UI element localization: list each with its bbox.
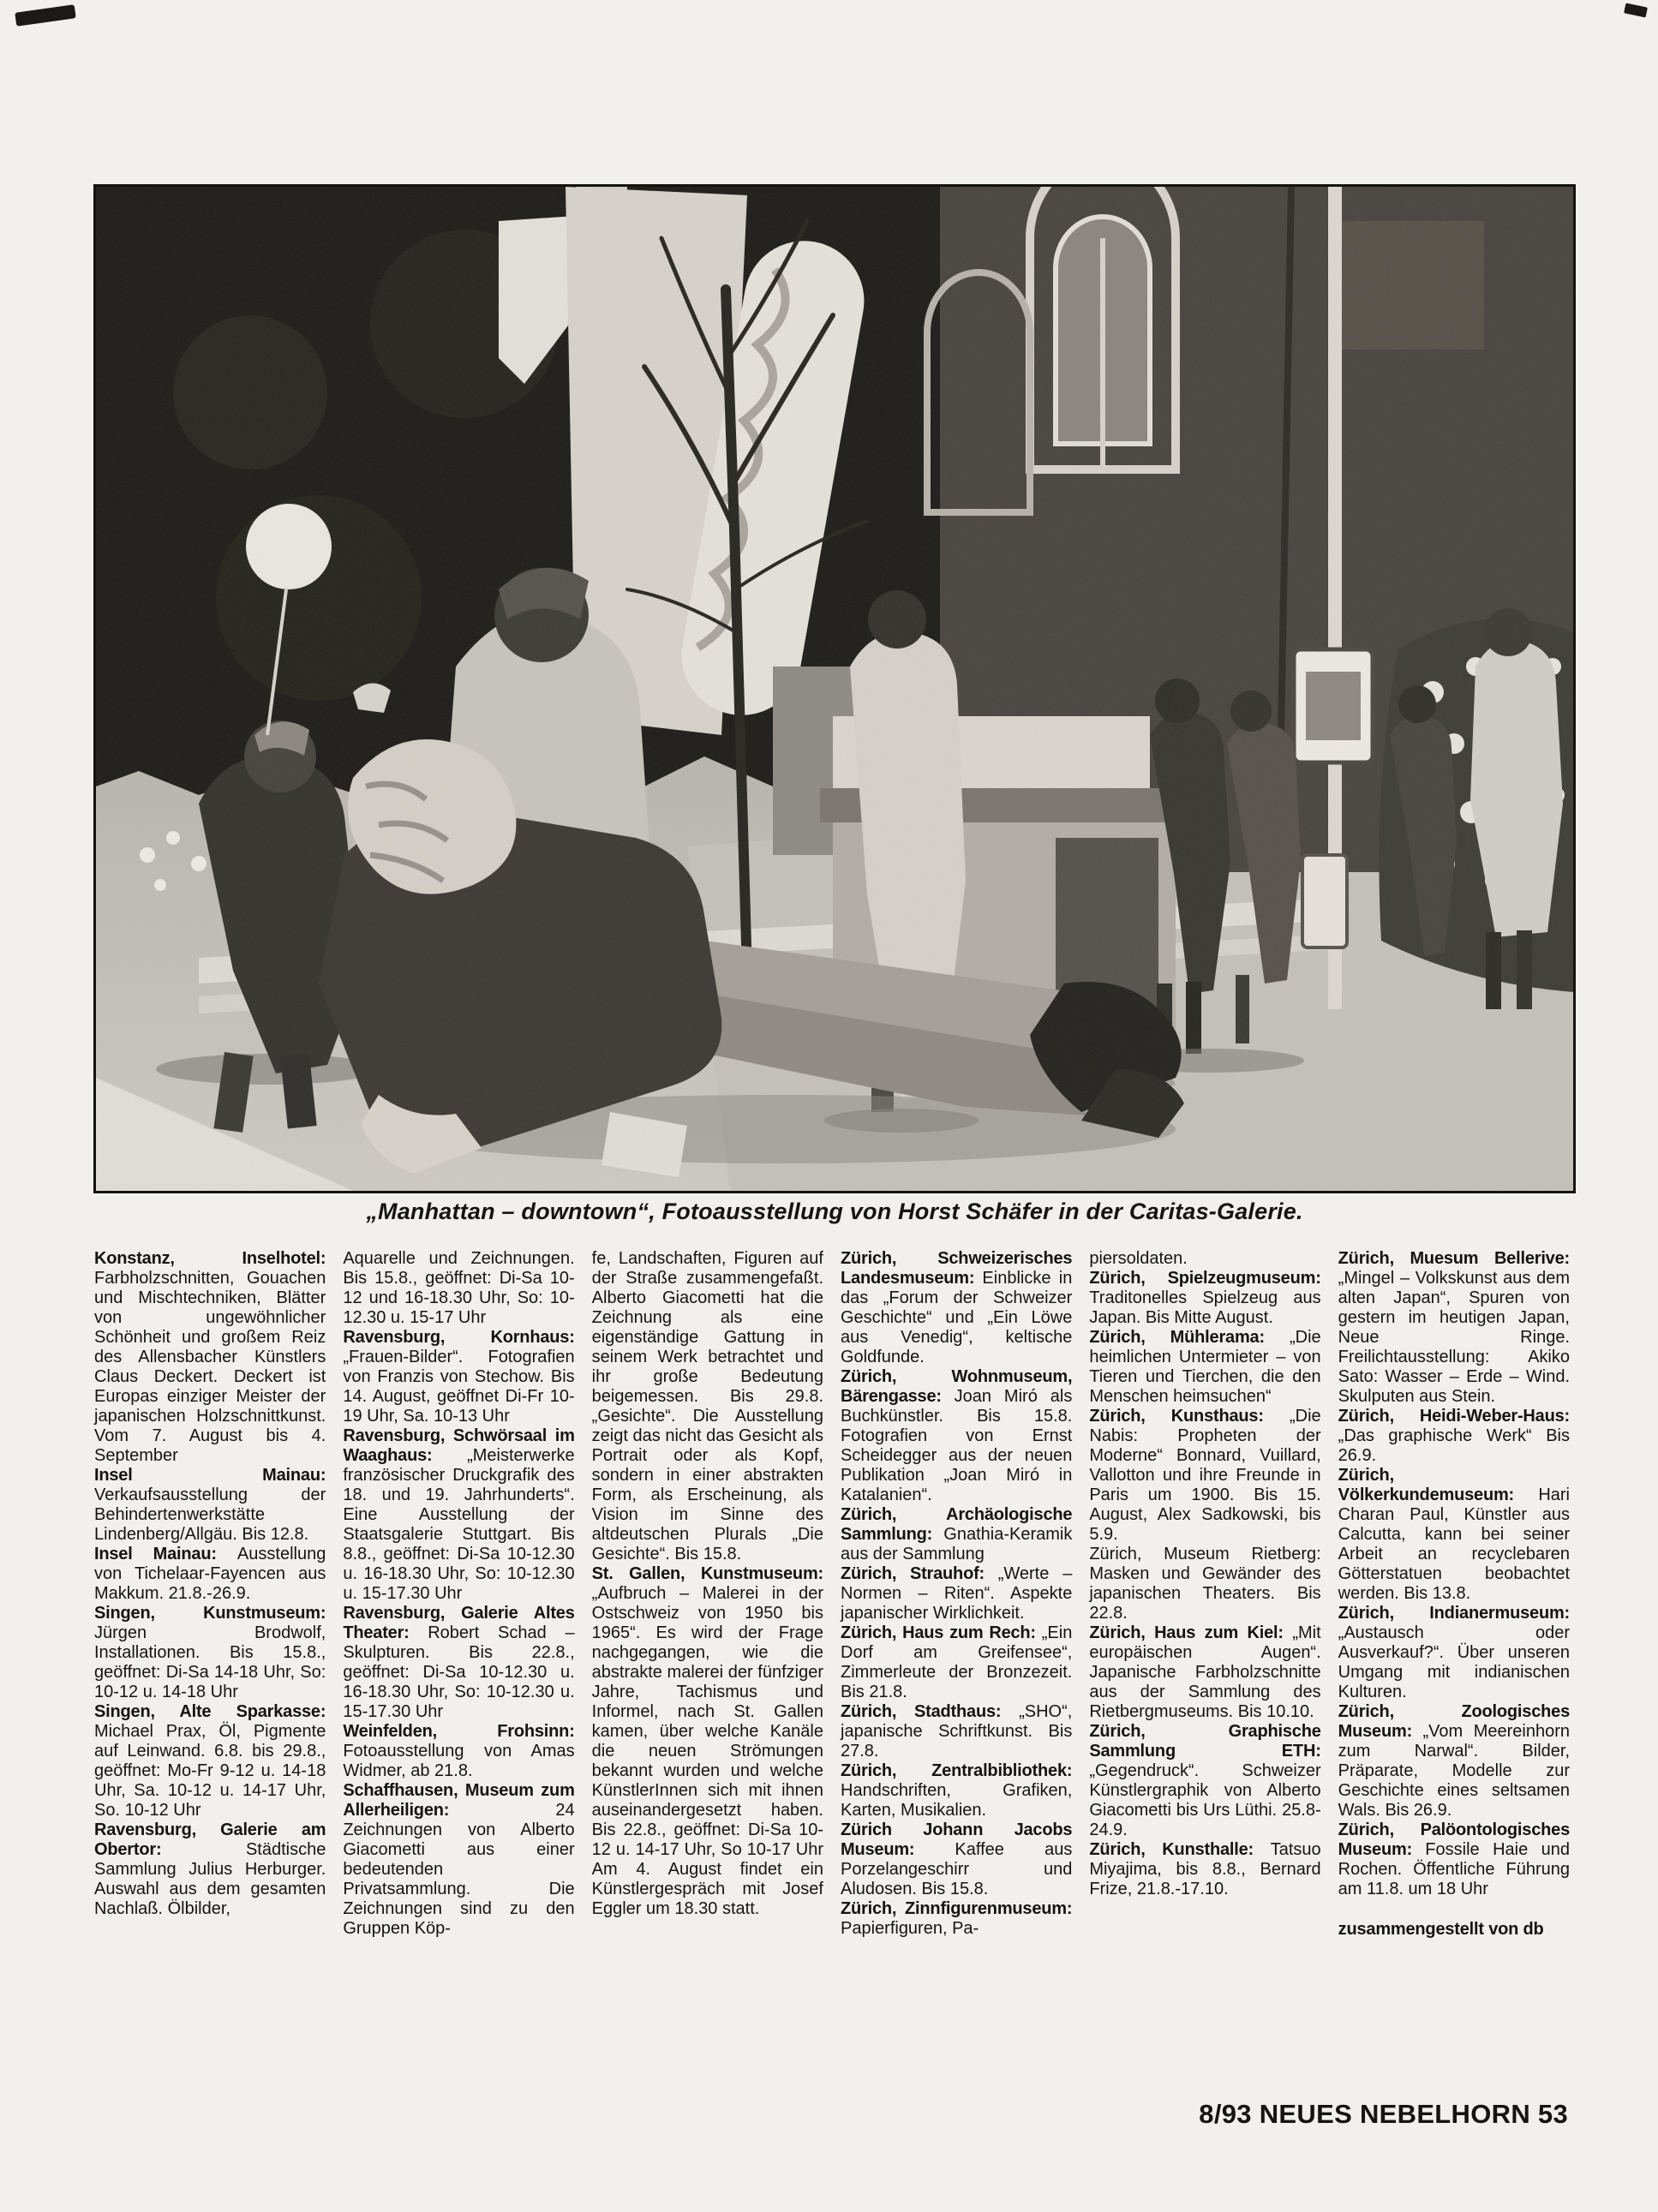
listing-entry: Zürich, Graphische Sammlung ETH: „Gegendruck“. Schweizer Künstlergraphik von Alberto Giacometti bis Urs Lüthi. 25.8-24.9. bbox=[1089, 1722, 1321, 1839]
text-column bbox=[841, 1249, 1072, 1940]
listing-entry: Insel Mainau: Ausstellung von Tichelaar-Fayencen aus Makkum. 21.8.-26.9. bbox=[94, 1545, 326, 1603]
listing-entry: fe, Landschaften, Figuren auf der Straße zusammengefaßt. Alberto Giacometti hat die Zeichnung als eine eigenständige Gattung in seinem Werk betrachtet und ihr große Bedeutung beigemessen. Bis 29.8. „Gesichte“. Die Ausstellung zeigt das nicht das Gesicht als Portrait oder als Kopf, sondern in einer abstrakten Form, als Erscheinung, als Vision im Sinne des altdeutschen Plurals „Die Gesichte“. Bis 15.8. bbox=[591, 1249, 823, 1563]
venue-name: St. Gallen, Kunstmuseum: bbox=[591, 1564, 823, 1583]
scan-artifact bbox=[1624, 3, 1648, 17]
listing-entry: Zürich, Heidi-Weber-Haus: „Das graphische Werk“ Bis 26.9. bbox=[1338, 1407, 1570, 1465]
venue-name: Ravensburg, Kornhaus: bbox=[343, 1328, 575, 1347]
venue-name: Zürich, Zinnfigurenmuseum: bbox=[841, 1899, 1073, 1918]
listing-entry: Zürich, Stadthaus: „SHO“, japanische Schriftkunst. Bis 27.8. bbox=[841, 1702, 1073, 1761]
listing-entry: Ravensburg, Schwörsaal im Waaghaus: „Meisterwerke französischer Druckgrafik des 18. und 19. Jahrhunderts“. Eine Ausstellung der Staatsgalerie Stuttgart. Bis 8.8., geöffnet: Di-Sa 10-12.30 u. 16-18.30 Uhr, So: 10-12.30 u. 15-17.30 Uhr bbox=[343, 1426, 575, 1603]
venue-name: Zürich, Graphische Sammlung ETH: bbox=[1089, 1722, 1321, 1761]
listing-entry: piersoldaten. bbox=[1089, 1249, 1188, 1268]
venue-name: Insel Mainau: bbox=[94, 1466, 326, 1485]
listing-entry: St. Gallen, Kunstmuseum: „Aufbruch – Malerei in der Ostschweiz von 1950 bis 1965“. Es wird der Frage nachgegangen, wie die abstrakte malerei der fünfziger Jahre, Tachismus und Informel, nach St. Gallen kamen, über welche Kanäle die neuen Strömungen bekannt wurden und welche KünstlerInnen sich mit ihnen auseinandergesetzt haben. Bis 22.8., geöffnet: Di-Sa 10-12 u. 14-17 Uhr, So 10-17 Uhr Am 4. August findet ein Künstlergespräch mit Josef Eggler um 18.30 statt. bbox=[591, 1564, 823, 1918]
venue-name: Insel Mainau: bbox=[94, 1545, 237, 1563]
listing-entry: Ravensburg, Galerie am Obertor: Städtische Sammlung Julius Herburger. Auswahl aus dem gesamten Nachlaß. Ölbilder, bbox=[94, 1820, 326, 1918]
listing-entry: Konstanz, Inselhotel: Farbholzschnitten, Gouachen und Mischtechniken, Blätter von ungewöhnlicher Schönheit und großem Reiz des Allensbacher Künstlers Claus Deckert. Deckert ist Europas einziger Meister der japanischen Holzschnittkunst. Vom 7. August bis 4. September bbox=[94, 1249, 326, 1465]
text-column bbox=[343, 1249, 574, 1940]
venue-name: Zürich, Spielzeugmuseum: bbox=[1089, 1269, 1321, 1288]
venue-name: Zürich, Zoologisches Museum: bbox=[1338, 1702, 1570, 1741]
listing-entry: Zürich, Wohnmuseum, Bärengasse: Joan Miró als Buchkünstler. Bis 15.8. Fotografien von Ernst Scheidegger aus der neuen Publikation „Joan Miró in Katalanien“. bbox=[841, 1367, 1073, 1504]
listing-entry: Zürich, Zinnfigurenmuseum: Papierfiguren, Pa- bbox=[841, 1899, 1073, 1938]
venue-name: Zürich Johann Jacobs Museum: bbox=[841, 1820, 1073, 1859]
listing-entry: Zürich, Museum Rietberg: Masken und Gewänder des japanischen Theaters. Bis 22.8. bbox=[1089, 1545, 1321, 1623]
listing-entry: Zürich, Kunsthalle: Tatsuo Miyajima, bis 8.8., Bernard Frize, 21.8.-17.10. bbox=[1089, 1840, 1321, 1898]
listing-entry: Schaffhausen, Museum zum Allerheiligen: 24 Zeichnungen von Alberto Giacometti aus einer bedeutenden Privatsammlung. Die Zeichnungen sind zu den Gruppen Köp- bbox=[343, 1781, 575, 1938]
street-photo-illustration bbox=[96, 187, 1573, 1191]
venue-name: Zürich, Wohnmuseum, Bärengasse: bbox=[841, 1367, 1073, 1406]
venue-name: Singen, Kunstmuseum: bbox=[94, 1604, 326, 1623]
venue-name: Zürich, Heidi-Weber-Haus: bbox=[1338, 1407, 1570, 1426]
listing-entry: Zürich, Spielzeugmuseum: Traditonelles Spielzeug aus Japan. Bis Mitte August. bbox=[1089, 1269, 1321, 1327]
listing-entry: Zürich, Völkerkundemuseum: Hari Charan Paul, Künstler aus Calcutta, kann bei seiner Arbeit an recyclebaren Götterstatuen beobachtet werden. Bis 13.8. bbox=[1338, 1466, 1570, 1603]
listing-entry: Weinfelden, Frohsinn: Fotoausstellung von Amas Widmer, ab 21.8. bbox=[343, 1722, 575, 1780]
listings-columns bbox=[94, 1249, 1570, 1940]
listing-entry: Insel Mainau: Verkaufsausstellung der Behindertenwerkstätte Lindenberg/Allgäu. Bis 12.8. bbox=[94, 1466, 326, 1544]
venue-name: Zürich, Zentralbibliothek: bbox=[841, 1761, 1073, 1780]
venue-name: Zürich, Strauhof: bbox=[841, 1564, 998, 1583]
listing-entry: Zürich, Palöontologisches Museum: Fossile Haie und Rochen. Öffentliche Führung am 11.8. um 18 Uhr bbox=[1338, 1820, 1570, 1898]
photo-grain-overlay bbox=[96, 187, 1573, 1191]
venue-name: Zürich, Schweizerisches Landesmuseum: bbox=[841, 1249, 1073, 1288]
venue-name: Singen, Alte Sparkasse: bbox=[94, 1702, 326, 1721]
venue-name: Zürich, Kunsthalle: bbox=[1089, 1840, 1271, 1859]
photo-frame bbox=[96, 187, 1573, 1191]
listing-entry: Aquarelle und Zeichnungen. Bis 15.8., geöffnet: Di-Sa 10-12 und 16-18.30 Uhr, So: 10-12.30 u. 15-17 Uhr bbox=[343, 1249, 575, 1327]
venue-name: Zürich, Mühlerama: bbox=[1089, 1328, 1290, 1347]
venue-name: Ravensburg, Galerie am Obertor: bbox=[94, 1820, 326, 1859]
listing-entry: Zürich, Zoologisches Museum: „Vom Meereinhorn zum Narwal“. Bilder, Präparate, Modelle zur Geschichte eines seltsamen Wals. Bis 26.9. bbox=[1338, 1702, 1570, 1820]
listing-entry: Zürich, Kunsthaus: „Die Nabis: Propheten der Moderne“ Bonnard, Vuillard, Vallotton und ihre Freunde in Paris um 1900. Bis 15. August, Alex Sadkowski, bis 5.9. bbox=[1089, 1407, 1321, 1544]
listing-entry: Zürich, Strauhof: „Werte – Normen – Riten“. Aspekte japanischer Wirklichkeit. bbox=[841, 1564, 1073, 1623]
venue-name: Zürich, Haus zum Rech: bbox=[841, 1623, 1042, 1642]
listing-entry: Zürich, Archäologische Sammlung: Gnathia-Keramik aus der Sammlung bbox=[841, 1505, 1073, 1563]
venue-name: Zürich, Haus zum Kiel: bbox=[1089, 1623, 1293, 1642]
listing-entry: Ravensburg, Galerie Altes Theater: Robert Schad – Skulpturen. Bis 22.8., geöffnet: Di-Sa 10-12.30 u. 16-18.30 Uhr, So: 10-12.30 u. 15-17.30 Uhr bbox=[343, 1604, 575, 1721]
listing-entry: Ravensburg, Kornhaus: „Frauen-Bilder“. Fotografien von Franzis von Stechow. Bis 14. August, geöffnet Di-Fr 10-19 Uhr, Sa. 10-13 Uhr bbox=[343, 1328, 575, 1426]
listing-entry: Zürich Johann Jacobs Museum: Kaffee aus Porzelangeschirr und Aludosen. Bis 15.8. bbox=[841, 1820, 1073, 1898]
venue-name: Zürich, Indianermuseum: bbox=[1338, 1604, 1570, 1623]
venue-name: Weinfelden, Frohsinn: bbox=[343, 1722, 575, 1741]
scan-artifact bbox=[15, 4, 76, 27]
listing-entry: Zürich, Muesum Bellerive: „Mingel – Volkskunst aus dem alten Japan“, Spuren von gestern im heutigen Japan, Neue Ringe. Freilichtausstellung: Akiko Sato: Wasser – Erde – Wind. Skulputen aus Stein. bbox=[1338, 1249, 1570, 1406]
photo-caption: „Manhattan – downtown“, Fotoausstellung von Horst Schäfer in der Caritas-Galerie. bbox=[366, 1199, 1303, 1224]
text-column bbox=[94, 1249, 326, 1940]
listing-entry bbox=[1338, 1920, 1570, 1940]
listing-entry: Zürich, Haus zum Rech: „Ein Dorf am Greifensee“, Zimmerleute der Bronzezeit. Bis 21.8. bbox=[841, 1623, 1073, 1701]
text-column bbox=[592, 1249, 823, 1940]
venue-name: zusammengestellt von db bbox=[1338, 1920, 1544, 1939]
venue-name: Zürich, Muesum Bellerive: bbox=[1338, 1249, 1570, 1268]
page-footer: 8/93 NEUES NEBELHORN 53 bbox=[1199, 2099, 1568, 2129]
listing-entry: Zürich, Schweizerisches Landesmuseum: Einblicke in das „Forum der Schweizer Geschichte“ und „Ein Löwe aus Venedig“, keltische Goldfunde. bbox=[841, 1249, 1073, 1366]
venue-name: Zürich, Archäologische Sammlung: bbox=[841, 1505, 1073, 1544]
venue-name: Ravensburg, Schwörsaal im Waaghaus: bbox=[343, 1426, 575, 1465]
listing-entry: Zürich, Mühlerama: „Die heimlichen Untermieter – von Tieren und Tierchen, die den Menschen heimsuchen“ bbox=[1089, 1328, 1321, 1406]
venue-name: Schaffhausen, Museum zum Allerheiligen: bbox=[343, 1781, 575, 1820]
venue-name: Ravensburg, Galerie Altes Theater: bbox=[343, 1604, 575, 1642]
venue-name: Zürich, Kunsthaus: bbox=[1089, 1407, 1290, 1426]
text-column bbox=[1338, 1249, 1570, 1940]
listing-entry: Zürich, Haus zum Kiel: „Mit europäischen Augen“. Japanische Farbholzschnitte aus der Sammlung des Rietbergmuseums. Bis 10.10. bbox=[1089, 1623, 1321, 1721]
listing-entry: Zürich, Indianermuseum: „Austausch oder Ausverkauf?“. Über unseren Umgang mit indianischen Kulturen. bbox=[1338, 1604, 1570, 1701]
listing-entry: Singen, Alte Sparkasse: Michael Prax, Öl, Pigmente auf Leinwand. 6.8. bis 29.8., geöffnet: Mo-Fr 9-12 u. 14-18 Uhr, Sa. 10-12 u. 14-17 Uhr, So. 10-12 Uhr bbox=[94, 1702, 326, 1820]
venue-name: Konstanz, Inselhotel: bbox=[94, 1249, 326, 1268]
text-column bbox=[1089, 1249, 1320, 1940]
venue-name: Zürich, Völkerkundemuseum: bbox=[1338, 1466, 1539, 1504]
listing-entry: Singen, Kunstmuseum: Jürgen Brodwolf, Installationen. Bis 15.8., geöffnet: Di-Sa 14-18 Uhr, So: 10-12 u. 14-18 Uhr bbox=[94, 1604, 326, 1701]
listing-entry: Zürich, Zentralbibliothek: Handschriften, Grafiken, Karten, Musikalien. bbox=[841, 1761, 1073, 1820]
venue-name: Zürich, Stadthaus: bbox=[841, 1702, 1020, 1721]
venue-name: Zürich, Palöontologisches Museum: bbox=[1338, 1820, 1570, 1859]
